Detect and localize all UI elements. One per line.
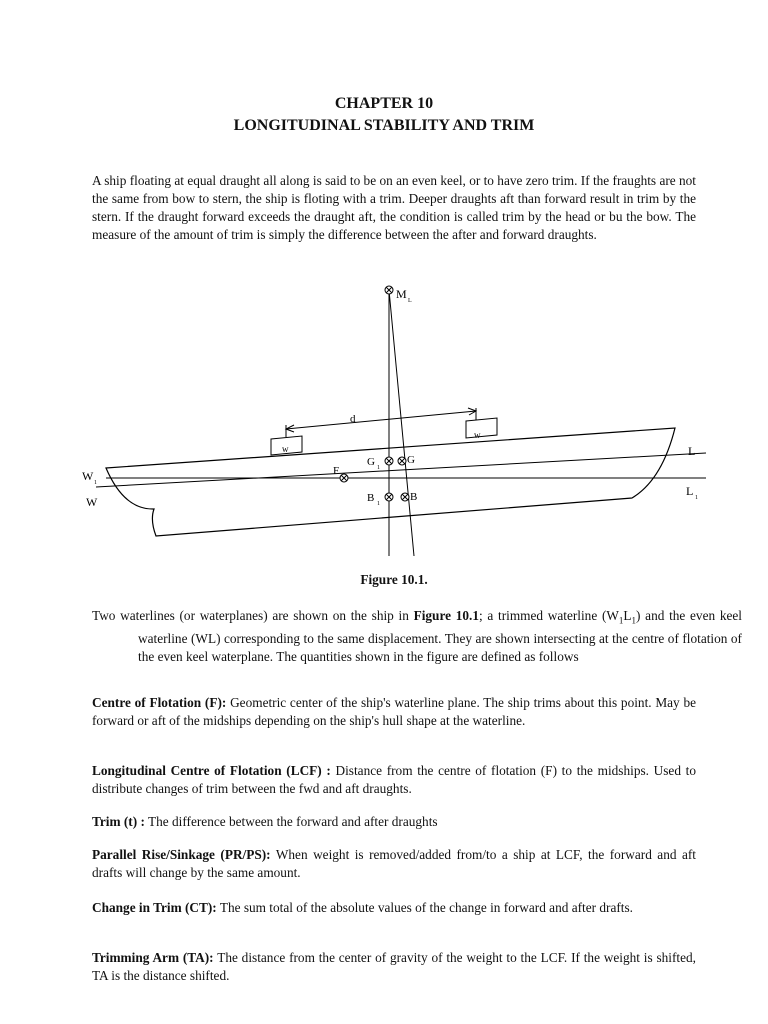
chapter-title: LONGITUDINAL STABILITY AND TRIM	[233, 117, 535, 134]
svg-text:1: 1	[695, 495, 698, 501]
label-w-left: w	[282, 444, 289, 454]
label-w-right: w	[474, 430, 481, 440]
weight-right	[466, 418, 497, 438]
definition-parallel-rise-sinkage: Parallel Rise/Sinkage (PR/PS): When weight is removed/added from/to a ship at LCF, the forward and aft drafts will change by the same amount.	[92, 847, 696, 880]
label-w: W	[86, 495, 98, 509]
svg-text:1: 1	[377, 465, 380, 471]
label-g1: G	[367, 456, 375, 468]
figure-caption: Figure 10.1.	[360, 572, 428, 587]
g-point	[398, 457, 406, 465]
b1-point	[385, 493, 393, 501]
svg-text:1: 1	[94, 480, 97, 486]
chapter-number: CHAPTER 10	[334, 95, 434, 112]
definition-trim: Trim (t) : The difference between the forward and after draughts	[92, 814, 438, 829]
label-w1: W	[82, 469, 94, 483]
label-l1: L	[686, 484, 694, 498]
ml-point	[385, 286, 393, 294]
b-point	[401, 493, 409, 501]
label-b: B	[410, 491, 418, 503]
label-b1: B	[367, 492, 375, 504]
definition-centre-of-flotation: Centre of Flotation (F): Geometric center of the ship's waterline plane. The ship trims about this point. May be forward or aft of the midships depending on the ship's hull shape at the waterline.	[92, 695, 696, 728]
label-g: G	[407, 454, 415, 466]
f-point	[340, 474, 348, 482]
definition-change-in-trim: Change in Trim (CT): The sum total of the absolute values of the change in forward and after drafts.	[92, 900, 633, 915]
label-f: F	[333, 465, 340, 477]
g1-point	[385, 457, 393, 465]
label-ml: M	[396, 287, 407, 301]
figure-description: Two waterlines (or waterplanes) are shown on the ship in Figure 10.1; a trimmed waterline $(W_1L_1)$ and the even keel waterline (WL) corresponding to the same displacement. They are shown intersecting at the centre of flotation of the even keel waterplane. The quantities shown in the figure are defined as follows	[92, 608, 742, 664]
label-l: L	[688, 444, 696, 458]
definition-trimming-arm: Trimming Arm (TA): The distance from the center of gravity of the weight to the LCF. If the weight is shifted, TA is the distance shifted.	[92, 950, 697, 983]
label-d: d	[350, 413, 356, 425]
intro-paragraph: A ship floating at equal draught all along is said to be on an even keel, or to have zero trim. If the fraughts are not the same from bow to stern, the ship is floting with a trim. Deeper draughts aft than forward result in trim by the stern. If the draught forward exceeds the draught aft, the condition is called trim by the head or bu the bow. The measure of the amount of trim is simply the difference between the after and forward draughts.	[92, 173, 696, 242]
svg-text:1: 1	[377, 501, 380, 507]
dimension-d	[286, 411, 476, 429]
definition-lcf: Longitudinal Centre of Flotation (LCF) : Distance from the centre of flotation (F) to the midships. Used to distribute changes of trim between the fwd and aft draughts.	[92, 763, 696, 796]
svg-text:L: L	[408, 298, 412, 304]
trim-figure	[0, 280, 768, 580]
